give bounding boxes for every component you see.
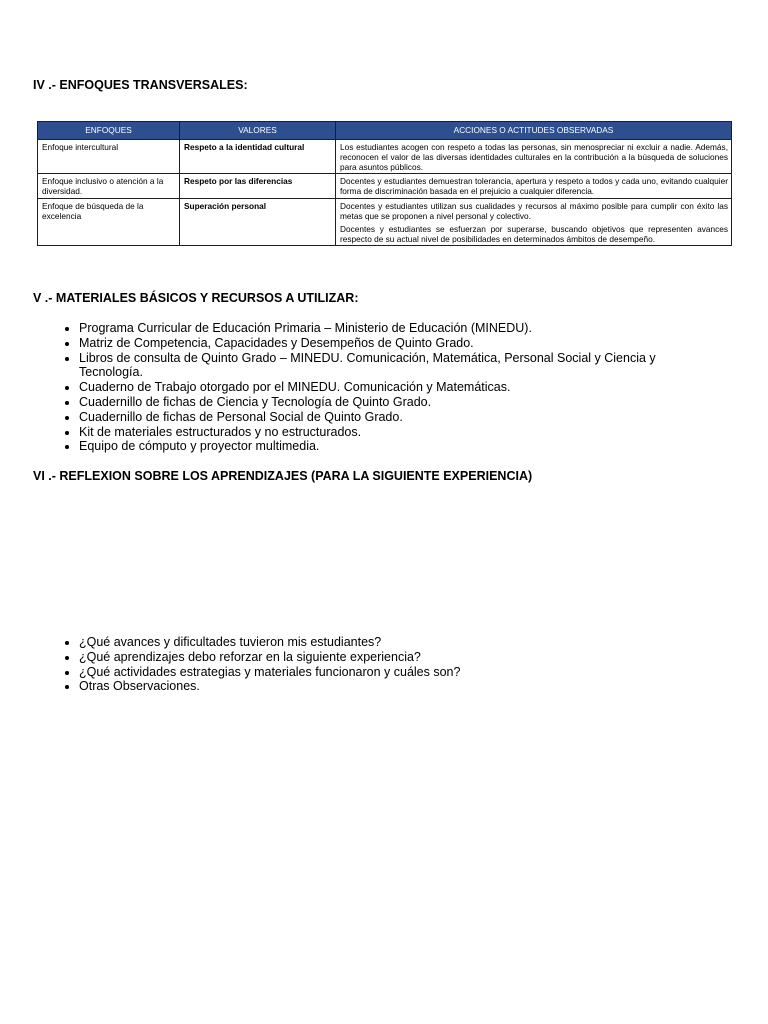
table-row (38, 198, 732, 245)
column-header-valores: VALORES (180, 122, 336, 140)
list-item: • Libros de consulta de Quinto Grado – MINEDU. Comunicación, Matemática, Personal Social y Ciencia y Tecnología. (79, 351, 709, 381)
table-row (38, 174, 732, 198)
enfoques-table (37, 121, 732, 246)
reflexion-questions-list (60, 635, 709, 694)
accion-text: Docentes y estudiantes se esfuerzan por superarse, buscando objetivos que representen avances respecto de su actual nivel de posibilidades en determinados ámbitos de desempeño. (340, 223, 728, 244)
list-item: • ¿Qué aprendizajes debo reforzar en la siguiente experiencia? (79, 650, 709, 665)
list-item: • Cuadernillo de fichas de Personal Social de Quinto Grado. (79, 410, 709, 425)
table-header (38, 122, 732, 140)
column-header-acciones: ACCIONES O ACTITUDES OBSERVADAS (336, 122, 732, 140)
enfoque-cell: Enfoque de búsqueda de la excelencia (38, 198, 180, 245)
list-item: • Matriz de Competencia, Capacidades y Desempeños de Quinto Grado. (79, 336, 709, 351)
column-header-enfoques: ENFOQUES (38, 122, 180, 140)
valor-cell: Respeto a la identidad cultural (180, 140, 336, 174)
list-item: • Equipo de cómputo y proyector multimedia. (79, 439, 709, 454)
list-item: • Programa Curricular de Educación Primaria – Ministerio de Educación (MINEDU). (79, 321, 709, 336)
acciones-cell (336, 174, 732, 198)
accion-text: Docentes y estudiantes utilizan sus cualidades y recursos al máximo posible para cumplir con éxito las metas que se proponen a nivel personal y colectivo. (340, 200, 728, 221)
list-item: • Cuadernillo de fichas de Ciencia y Tecnología de Quinto Grado. (79, 395, 709, 410)
section-heading-materiales: V .- MATERIALES BÁSICOS Y RECURSOS A UTILIZAR: (33, 291, 359, 305)
list-item: • Cuaderno de Trabajo otorgado por el MINEDU. Comunicación y Matemáticas. (79, 380, 709, 395)
section-heading-enfoques: IV .- ENFOQUES TRANSVERSALES: (33, 78, 248, 92)
enfoque-cell: Enfoque inclusivo o atención a la diversidad. (38, 174, 180, 198)
list-item: • Otras Observaciones. (79, 679, 709, 694)
enfoque-cell: Enfoque intercultural (38, 140, 180, 174)
table-header-row (38, 122, 732, 140)
table-body (38, 140, 732, 246)
section-heading-reflexion: VI .- REFLEXION SOBRE LOS APRENDIZAJES (PARA LA SIGUIENTE EXPERIENCIA) (33, 469, 533, 483)
list-item: • Kit de materiales estructurados y no estructurados. (79, 425, 709, 440)
accion-text: Los estudiantes acogen con respeto a todas las personas, sin menospreciar ni excluir a nadie. Además, reconocen el valor de las diversas identidades culturales en la contribución a la búsqueda de soluciones para asuntos públicos. (340, 142, 728, 173)
acciones-cell (336, 198, 732, 245)
list-item: • ¿Qué actividades estrategias y materiales funcionaron y cuáles son? (79, 665, 709, 680)
valor-cell: Superación personal (180, 198, 336, 245)
accion-text: Docentes y estudiantes demuestran tolerancia, apertura y respeto a todos y cada uno, evitando cualquier forma de discriminación basada en el prejuicio a cualquier diferencia. (340, 176, 728, 197)
acciones-cell (336, 140, 732, 174)
valor-cell: Respeto por las diferencias (180, 174, 336, 198)
materiales-list (60, 321, 709, 454)
list-item: • ¿Qué avances y dificultades tuvieron mis estudiantes? (79, 635, 709, 650)
table-row (38, 140, 732, 174)
